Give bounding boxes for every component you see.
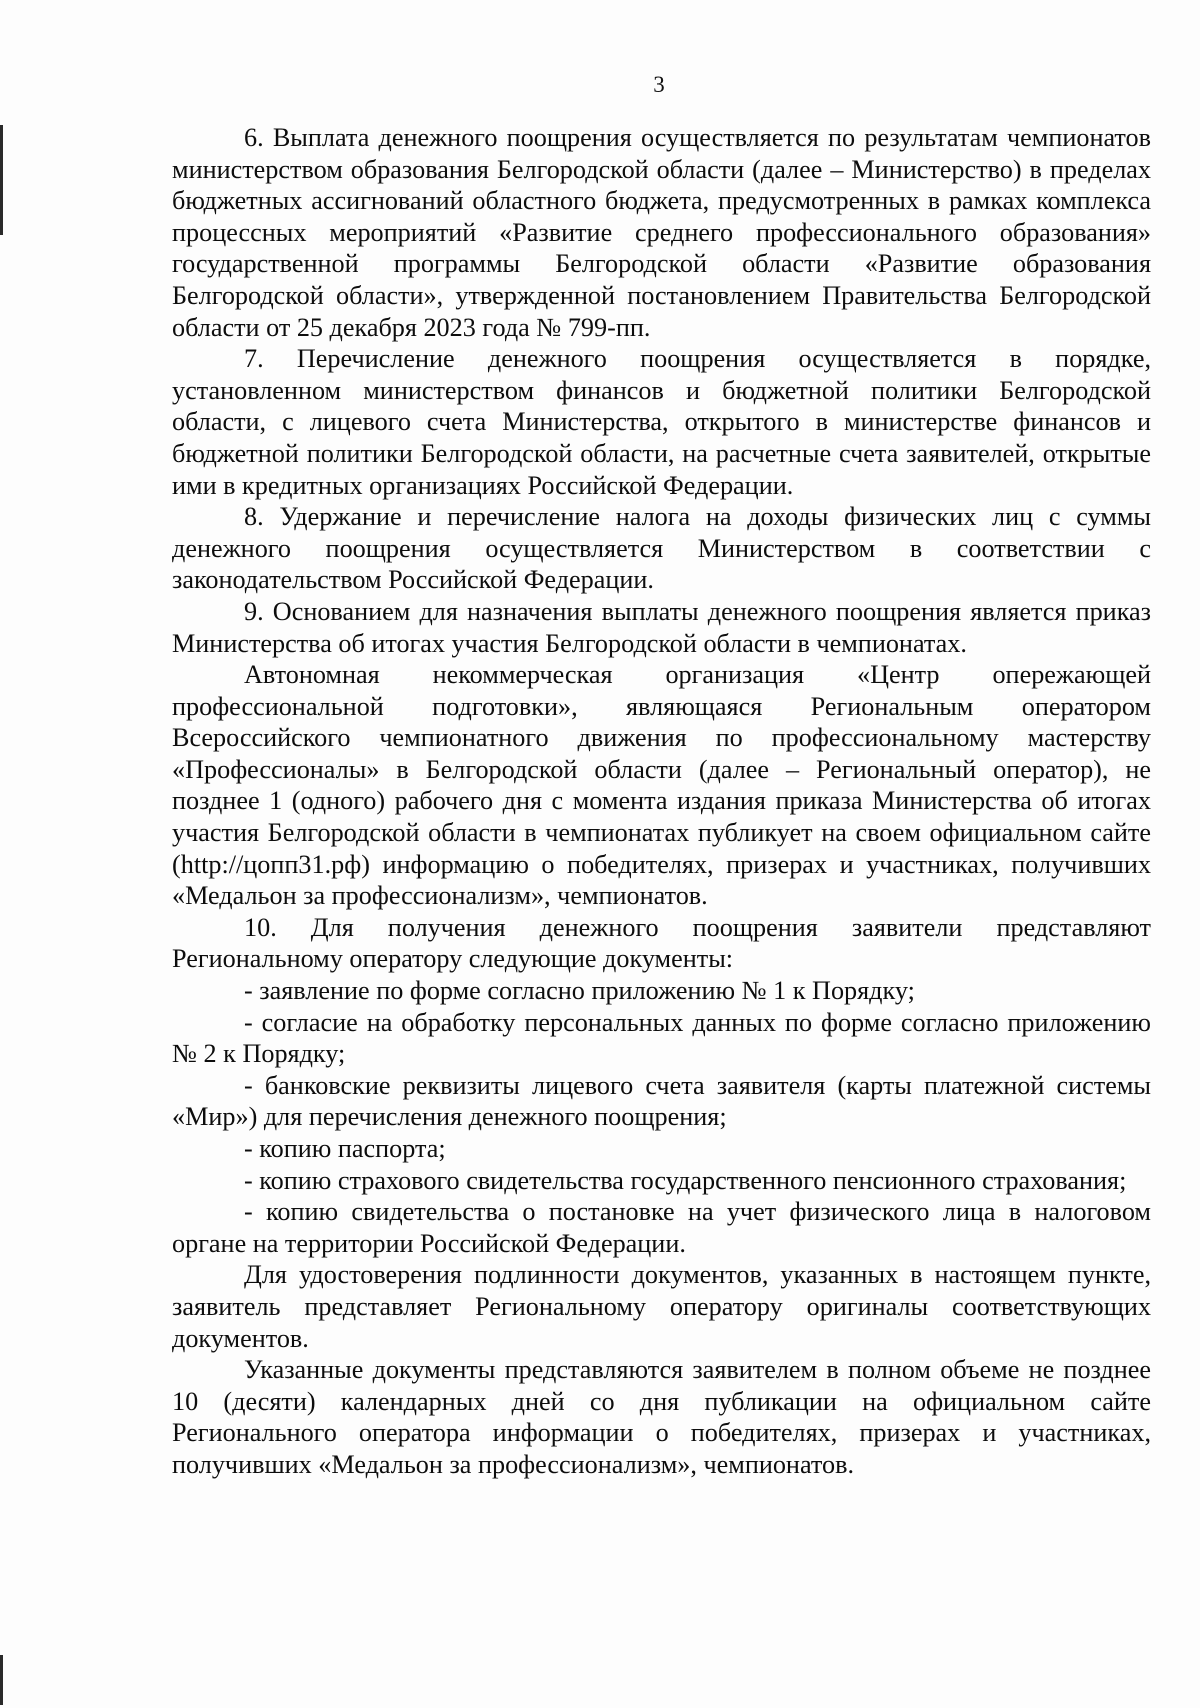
- document-body: [172, 122, 1151, 1481]
- list-item-tax-registration: - копию свидетельства о постановке на учет физического лица в налоговом органе на территории Российской Федерации.: [172, 1197, 1151, 1258]
- paragraph-deadline: Указанные документы представляются заявителем в полном объеме не позднее 10 (десяти) календарных дней со дня публикации на официальном сайте Регионального оператора информации о победителях, призерах и участниках, получивших «Медальон за профессионализм», чемпионатов.: [172, 1355, 1151, 1479]
- list-item-application: - заявление по форме согласно приложению № 1 к Порядку;: [244, 976, 915, 1006]
- paragraph-8-tax: 8. Удержание и перечисление налога на доходы физических лиц с суммы денежного поощрения осуществляется Министерством в соответствии с законодательством Российской Федерации.: [172, 502, 1151, 595]
- paragraph-6-payment: 6. Выплата денежного поощрения осуществляется по результатам чемпионатов министерством образования Белгородской области (далее – Министерство) в пределах бюджетных ассигнований областного бюджета, предусмотренных в рамках комплекса процессных мероприятий «Развитие среднего профессионального образования» государственной программы Белгородской области «Развитие образования Белгородской области», утвержденной постановлением Правительства Белгородской области от 25 декабря 2023 года № 799-пп.: [172, 123, 1151, 342]
- paragraph-7-transfer: 7. Перечисление денежного поощрения осуществляется в порядке, установленном министерством финансов и бюджетной политики Белгородской области, с лицевого счета Министерства, открытого в министерстве финансов и бюджетной политики Белгородской области, на расчетные счета заявителей, открытые ими в кредитных организациях Российской Федерации.: [172, 344, 1151, 500]
- paragraph-9-basis: 9. Основанием для назначения выплаты денежного поощрения является приказ Министерства об итогах участия Белгородской области в чемпионатах.: [172, 596, 1151, 658]
- list-item-consent: - согласие на обработку персональных данных по форме согласно приложению № 2 к Порядку;: [172, 1007, 1151, 1069]
- scan-edge-mark: [0, 125, 3, 235]
- scan-edge-mark: [0, 1655, 3, 1705]
- paragraph-10-documents: 10. Для получения денежного поощрения заявители представляют Региональному оператору следующие документы:: [172, 912, 1151, 974]
- list-item-bank-details: - банковские реквизиты лицевого счета заявителя (карты платежной системы «Мир») для перечисления денежного поощрения;: [172, 1070, 1151, 1132]
- paragraph-regional-operator: Автономная некоммерческая организация «Центр опережающей профессиональной подготовки», являющаяся Региональным оператором Всероссийского чемпионатного движения по профессиональному мастерству «Профессионалы» в Белгородской области (далее – Региональный оператор), не позднее 1 (одного) рабочего дня с момента издания приказа Министерства об итогах участия Белгородской области в чемпионатах публикует на своем официальном сайте (http://цопп31.рф) информацию о победителях, призерах и участниках, получивших «Медальон за профессионализм», чемпионатов.: [172, 660, 1151, 911]
- list-item-passport: - копию паспорта;: [244, 1134, 446, 1163]
- list-item-insurance: - копию страхового свидетельства государственного пенсионного страхования;: [244, 1165, 1127, 1195]
- page-number: 3: [653, 72, 665, 97]
- paragraph-originals: Для удостоверения подлинности документов, указанных в настоящем пункте, заявитель представляет Региональному оператору оригиналы соответствующих документов.: [172, 1260, 1151, 1353]
